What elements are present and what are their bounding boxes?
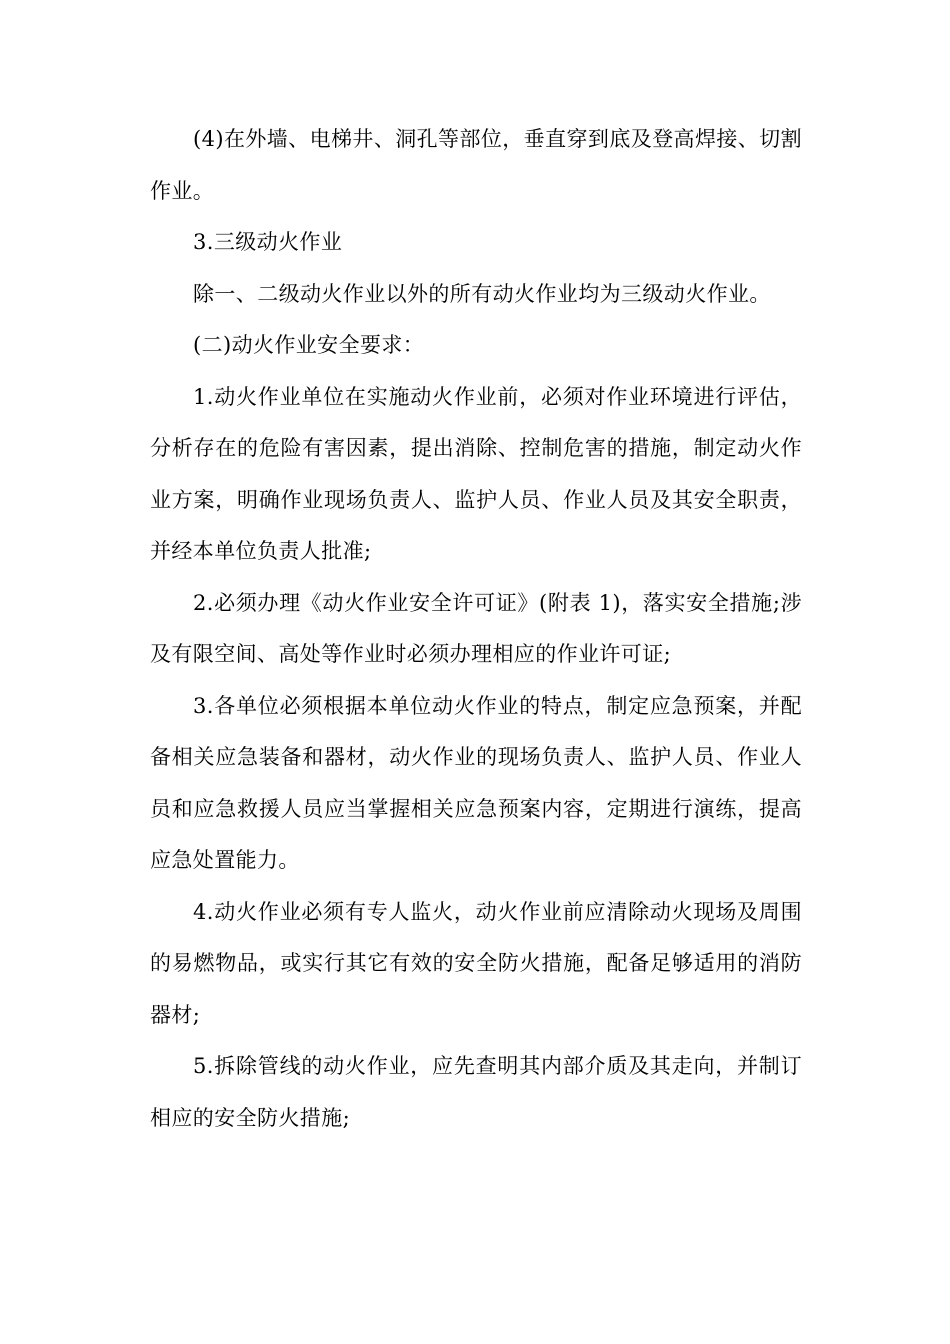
requirement-4-fire-watch: 4.动火作业必须有专人监火，动火作业前应清除动火现场及周围的易燃物品，或实行其它有效的安全防火措施，配备足够适用的消防器材; <box>150 899 802 1027</box>
paragraph-level-3-definition: 除一、二级动火作业以外的所有动火作业均为三级动火作业。 <box>193 281 771 306</box>
requirement-1-assessment: 1.动火作业单位在实施动火作业前，必须对作业环境进行评估，分析存在的危险有害因素，提出消除、控制危害的措施，制定动火作业方案，明确作业现场负责人、监护人员、作业人员及其安全职责，并经本单位负责人批准; <box>150 384 802 563</box>
requirement-2-permit: 2.必须办理《动火作业安全许可证》(附表 1)，落实安全措施;涉及有限空间、高处等作业时必须办理相应的作业许可证; <box>150 590 802 666</box>
heading-level-3-hot-work: 3.三级动火作业 <box>193 230 343 254</box>
requirement-5-pipeline: 5.拆除管线的动火作业，应先查明其内部介质及其走向，并制订相应的安全防火措施; <box>150 1054 802 1130</box>
paragraph-item-4-wall-openings: (4)在外墙、电梯井、洞孔等部位，垂直穿到底及登高焊接、切割作业。 <box>150 127 802 203</box>
heading-safety-requirements: (二)动火作业安全要求： <box>193 333 425 357</box>
document-body <box>150 114 802 1144</box>
requirement-3-emergency-plan: 3.各单位必须根据本单位动火作业的特点，制定应急预案，并配备相关应急装备和器材，动火作业的现场负责人、监护人员、作业人员和应急救援人员应当掌握相关应急预案内容，定期进行演练，提高应急处置能力。 <box>150 693 802 872</box>
